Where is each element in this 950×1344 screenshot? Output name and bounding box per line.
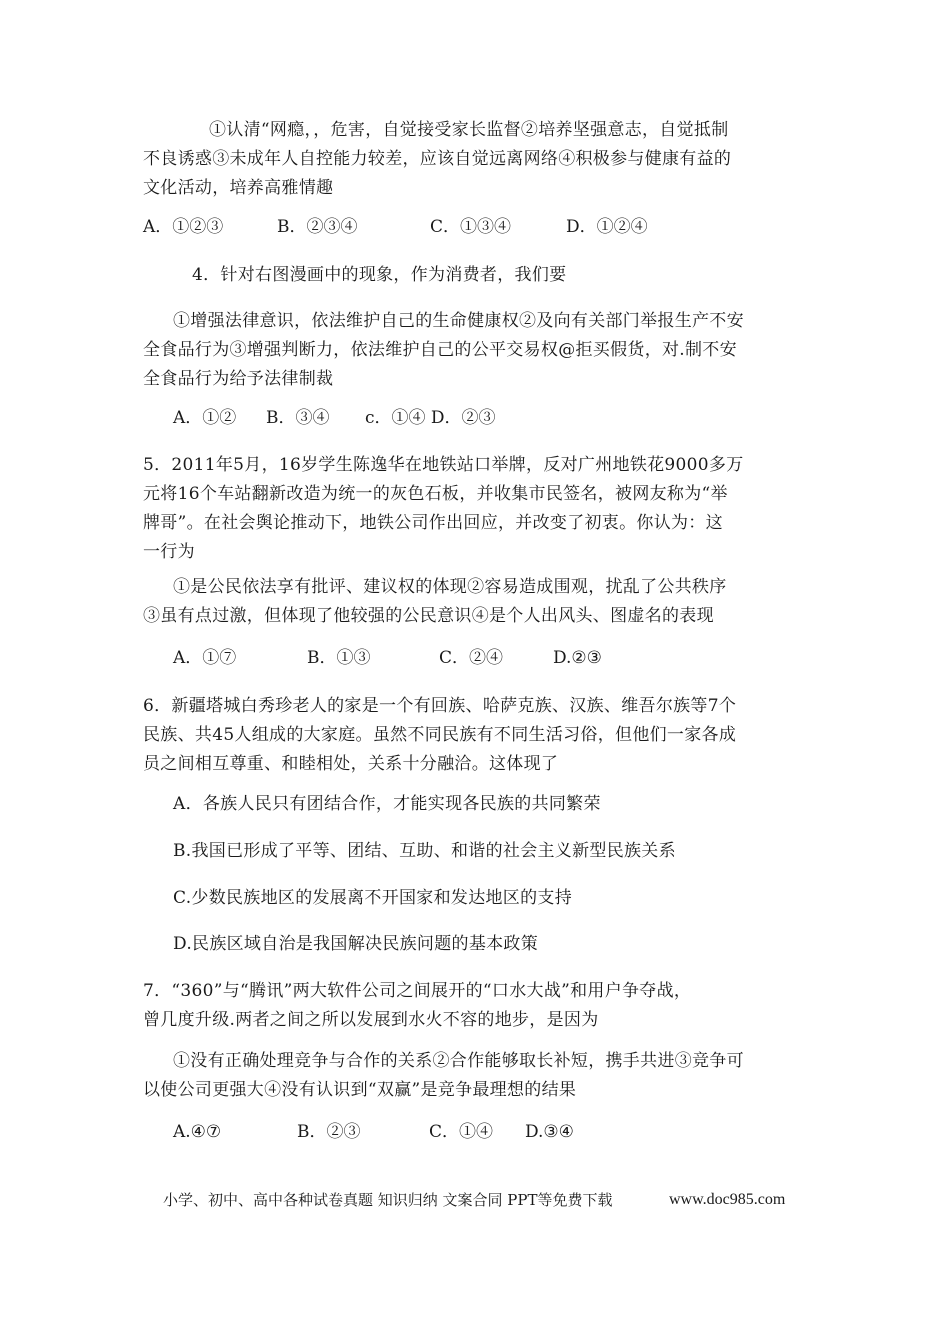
q4-statement-line: 全食品行为给予法律制裁: [143, 369, 334, 389]
q3-statement-line: ①认清“网瘾，，危害，自觉接受家长监督②培养坚强意志，自觉抵制: [209, 120, 729, 140]
q3-statement-line: 文化活动，培养高雅情趣: [143, 178, 334, 198]
footer-text: 小学、初中、高中各种试卷真题 知识归纳 文案合同 PPT等免费下载: [163, 1191, 613, 1209]
q7-option-d: D.③④: [525, 1122, 574, 1142]
q4-statements: [143, 307, 744, 394]
q7-option-a: A.④⑦: [173, 1122, 222, 1142]
q4-option-cd: c．①④ D．②③: [365, 408, 496, 428]
q7-option-c: C．①④: [429, 1122, 494, 1142]
q3-statement-line: 不良诱惑③未成年人自控能力较差，应该自觉远离网络④积极参与健康有益的: [143, 149, 732, 169]
q6-stem-line: 员之间相互尊重、和睦相处，关系十分融洽。这体现了: [143, 754, 559, 774]
q5-option-d: D.②③: [553, 648, 602, 668]
q3-option-d: D．①②④: [566, 217, 648, 237]
q6-option-a: A．各族人民只有团结合作，才能实现各民族的共同繁荣: [173, 794, 601, 814]
q3-options: [143, 212, 743, 242]
q5-statement-line: ③虽有点过激，但体现了他较强的公民意识④是个人出风头、图虚名的表现: [143, 606, 714, 626]
q6-option-c: C.少数民族地区的发展离不开国家和发达地区的支持: [173, 888, 573, 908]
q7-option-b: B．②③: [297, 1122, 361, 1142]
q7-stem-line: 7．“360”与“腾讯”两大软件公司之间展开的“口水大战”和用户争夺战，: [143, 981, 692, 1001]
q4-statement-line: 全食品行为③增强判断力，依法维护自己的公平交易权@拒买假货，对.制不安: [143, 340, 737, 360]
footer-url[interactable]: www.doc985.com: [669, 1191, 786, 1208]
q5-option-a: A．①⑦: [173, 648, 237, 668]
q7-stem: [143, 977, 691, 1035]
q7-statement-line: ①没有正确处理竞争与合作的关系②合作能够取长补短，携手共进③竞争可: [173, 1051, 744, 1071]
q5-stem-line: 5．2011年5月，16岁学生陈逸华在地铁站口举牌，反对广州地铁花9000多万: [143, 455, 744, 475]
q4-option-b: B．③④: [266, 408, 330, 428]
q5-option-c: C．②④: [439, 648, 504, 668]
q7-statement-line: 以使公司更强大④没有认识到“双赢”是竞争最理想的结果: [143, 1080, 577, 1100]
q6-option-b: B.我国已形成了平等、团结、互助、和谐的社会主义新型民族关系: [173, 841, 676, 861]
q7-statements: [143, 1047, 744, 1105]
q6-stem-line: 民族、共45人组成的大家庭。虽然不同民族有不同生活习俗，但他们一家各成: [143, 725, 737, 745]
q6-stem-line: 6．新疆塔城白秀珍老人的家是一个有回族、哈萨克族、汉族、维吾尔族等7个: [143, 696, 737, 716]
q4-option-a: A．①②: [173, 408, 237, 428]
q5-stem-line: 一行为: [143, 542, 195, 562]
q3-option-c: C．①③④: [430, 217, 512, 237]
q4-statement-line: ①增强法律意识，依法维护自己的生命健康权②及向有关部门举报生产不安: [173, 311, 744, 331]
q5-stem-line: 牌哥”。在社会舆论推动下，地铁公司作出回应，并改变了初衷。你认为：这: [143, 513, 723, 533]
q6-option-d: D.民族区域自治是我国解决民族问题的基本政策: [173, 934, 539, 954]
q4-options: [173, 403, 573, 433]
q3-statements: [143, 116, 731, 203]
q5-option-b: B．①③: [307, 648, 371, 668]
q4-stem: 4．针对右图漫画中的现象，作为消费者，我们要: [192, 265, 567, 285]
q3-option-b: B．②③④: [277, 217, 358, 237]
q5-options: [173, 643, 673, 673]
q6-stem: [143, 692, 736, 779]
q5-statements: [143, 573, 727, 631]
q7-options: [173, 1117, 673, 1147]
q5-stem-line: 元将16个车站翻新改造为统一的灰色石板，并收集市民签名，被网友称为“举: [143, 484, 728, 504]
q7-stem-line: 曾几度升级.两者之间之所以发展到水火不容的地步，是因为: [143, 1010, 599, 1030]
q3-option-a: A．①②③: [143, 217, 224, 237]
q5-statement-line: ①是公民依法享有批评、建议权的体现②容易造成围观，扰乱了公共秩序: [173, 577, 727, 597]
page-footer: [163, 1188, 786, 1212]
q5-stem: [143, 451, 744, 567]
